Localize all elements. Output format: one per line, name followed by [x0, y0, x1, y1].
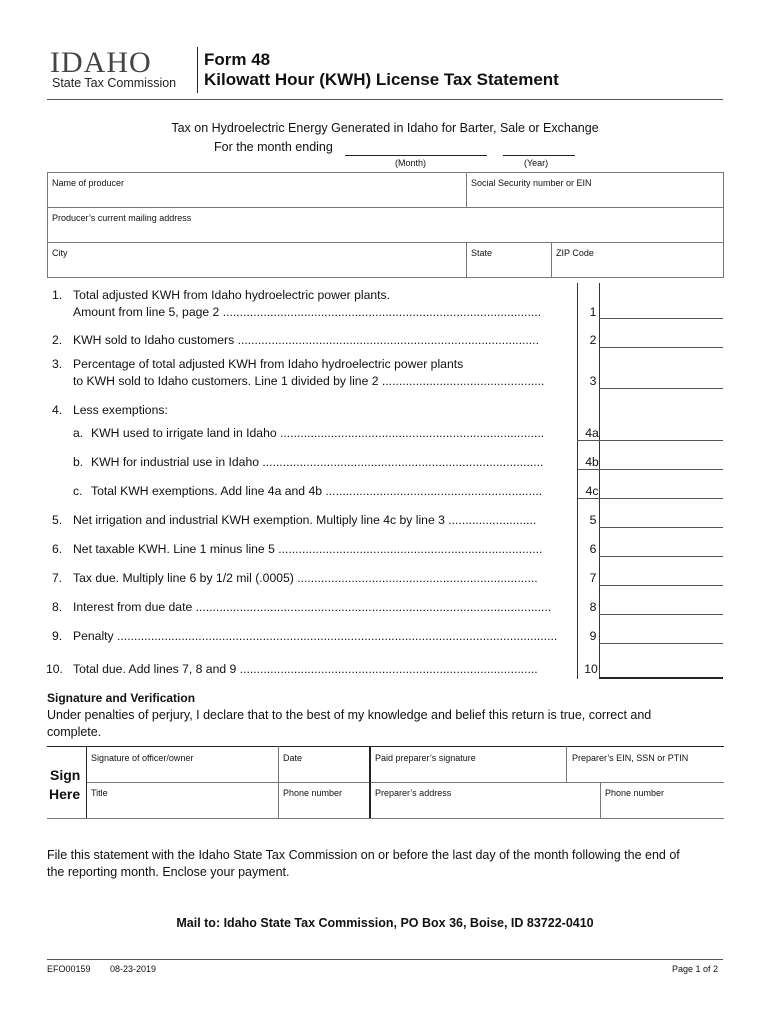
- line-2-number: 2.: [52, 333, 63, 347]
- line-7-text: Tax due. Multiply line 6 by 1/2 mil (.0005) .......................................................................: [73, 571, 538, 585]
- line-8-number: 8.: [52, 600, 63, 614]
- line-3-amount[interactable]: [599, 388, 723, 389]
- line-4b-text: KWH for industrial use in Idaho ...................................................................................: [91, 455, 544, 469]
- form-date: 08-23-2019: [110, 964, 157, 974]
- form-number: Form 48: [204, 50, 271, 69]
- line-9-box-label: 9: [589, 629, 597, 643]
- line-1-text: Total adjusted KWH from Idaho hydroelectric power plants.: [73, 288, 391, 302]
- form-code: EFO00159: [47, 964, 91, 974]
- line-3-box-label: 3: [589, 374, 597, 388]
- line-4b-number: b.: [73, 455, 84, 469]
- line-8-text: Interest from due date .........................................................................................................: [73, 600, 552, 614]
- line-1-box-label: 1: [589, 305, 597, 319]
- line-6-amount[interactable]: [599, 556, 723, 557]
- producer-info-box: [47, 172, 724, 278]
- filing-instructions-2: the reporting month. Enclose your payment.: [47, 865, 290, 879]
- line-8-box-label: 8: [589, 600, 597, 614]
- line-10-amount[interactable]: [599, 677, 723, 679]
- idaho-logo: IDAHO: [50, 46, 152, 79]
- line-7-box-label: 7: [589, 571, 597, 585]
- month-label: (Month): [395, 158, 427, 168]
- line-7-amount[interactable]: [599, 585, 723, 586]
- line-2-text: KWH sold to Idaho customers .........................................................................................: [73, 333, 539, 347]
- intro-line: Tax on Hydroelectric Energy Generated in Idaho for Barter, Sale or Exchange: [171, 121, 599, 135]
- line-10-box-label: 10: [584, 662, 598, 676]
- line-4a-amount[interactable]: [577, 440, 723, 441]
- line-1-amount[interactable]: [599, 318, 723, 319]
- month-field[interactable]: [345, 155, 487, 156]
- line-5-text: Net irrigation and industrial KWH exemption. Multiply line 4c by line 3 ..........................: [73, 513, 537, 527]
- line-4c-box-label: 4c: [585, 484, 599, 498]
- preparer-phone-field[interactable]: Phone number: [605, 788, 665, 798]
- declaration-line-1: Under penalties of perjury, I declare that to the best of my knowledge and belief this return is true, correct and: [47, 708, 652, 722]
- line-4b-amount[interactable]: [577, 469, 723, 470]
- officer-signature-field[interactable]: Signature of officer/owner: [91, 753, 194, 763]
- line-1-text-2: Amount from line 5, page 2 ..............................................................................................: [73, 305, 542, 319]
- phone-number-field[interactable]: Phone number: [283, 788, 343, 798]
- preparer-address-field[interactable]: Preparer’s address: [375, 788, 452, 798]
- here-label: Here: [49, 786, 81, 802]
- line-5-amount[interactable]: [599, 527, 723, 528]
- line-2-amount[interactable]: [599, 347, 723, 348]
- line-4-number: 4.: [52, 403, 63, 417]
- line-3-number: 3.: [52, 357, 63, 371]
- line-4c-text: Total KWH exemptions. Add line 4a and 4b ................................................................: [91, 484, 543, 498]
- line-3-text-2: to KWH sold to Idaho customers. Line 1 divided by line 2 ................................................: [73, 374, 545, 388]
- line-2-box-label: 2: [589, 333, 597, 347]
- preparer-signature-field[interactable]: Paid preparer’s signature: [375, 753, 476, 763]
- form-title: Kilowatt Hour (KWH) License Tax Statement: [204, 70, 559, 89]
- line-8-amount[interactable]: [599, 614, 723, 615]
- line-4-text: Less exemptions:: [73, 403, 168, 417]
- line-3-text: Percentage of total adjusted KWH from Idaho hydroelectric power plants: [73, 357, 464, 371]
- preparer-ein-field[interactable]: Preparer’s EIN, SSN or PTIN: [572, 753, 689, 763]
- declaration-line-2: complete.: [47, 725, 102, 739]
- line-6-text: Net taxable KWH. Line 1 minus line 5 ..............................................................................: [73, 542, 543, 556]
- city-field[interactable]: City: [52, 248, 68, 258]
- line-9-number: 9.: [52, 629, 63, 643]
- line-4a-number: a.: [73, 426, 84, 440]
- line-10-text: Total due. Add lines 7, 8 and 9 ........................................................................................: [73, 662, 538, 676]
- zip-field[interactable]: ZIP Code: [556, 248, 594, 258]
- header-rule: [47, 99, 723, 100]
- page-number: Page 1 of 2: [672, 964, 719, 974]
- mailing-address-field[interactable]: Producer’s current mailing address: [52, 213, 192, 223]
- line-4b-box-label: 4b: [585, 455, 599, 469]
- line-5-box-label: 5: [589, 513, 597, 527]
- line-6-number: 6.: [52, 542, 63, 556]
- line-6-box-label: 6: [589, 542, 597, 556]
- mailing-address: Mail to: Idaho State Tax Commission, PO Box 36, Boise, ID 83722-0410: [176, 916, 594, 930]
- date-field[interactable]: Date: [283, 753, 303, 763]
- line-7-number: 7.: [52, 571, 63, 585]
- filing-instructions-1: File this statement with the Idaho State Tax Commission on or before the last day of the month following the end of: [47, 848, 680, 862]
- logo-subtitle: State Tax Commission: [52, 76, 177, 90]
- title-field[interactable]: Title: [91, 788, 108, 798]
- year-field[interactable]: [503, 155, 575, 156]
- line-4a-box-label: 4a: [585, 426, 599, 440]
- line-4c-number: c.: [73, 484, 83, 498]
- line-9-text: Penalty ..................................................................................................................................: [73, 629, 558, 643]
- producer-name-field[interactable]: Name of producer: [52, 178, 125, 188]
- line-4c-amount[interactable]: [577, 498, 723, 499]
- sign-label: Sign: [50, 767, 81, 783]
- footer-rule: [47, 959, 723, 960]
- line-9-amount[interactable]: [599, 643, 723, 644]
- line-5-number: 5.: [52, 513, 63, 527]
- line-4a-text: KWH used to irrigate land in Idaho ..............................................................................: [91, 426, 545, 440]
- year-label: (Year): [524, 158, 549, 168]
- line-1-number: 1.: [52, 288, 63, 302]
- signature-heading: Signature and Verification: [47, 691, 196, 705]
- month-ending-label: For the month ending: [214, 140, 333, 154]
- ssn-ein-field[interactable]: Social Security number or EIN: [471, 178, 592, 188]
- state-field[interactable]: State: [471, 248, 493, 258]
- line-10-number: 10.: [46, 662, 63, 676]
- header-divider: [197, 47, 198, 93]
